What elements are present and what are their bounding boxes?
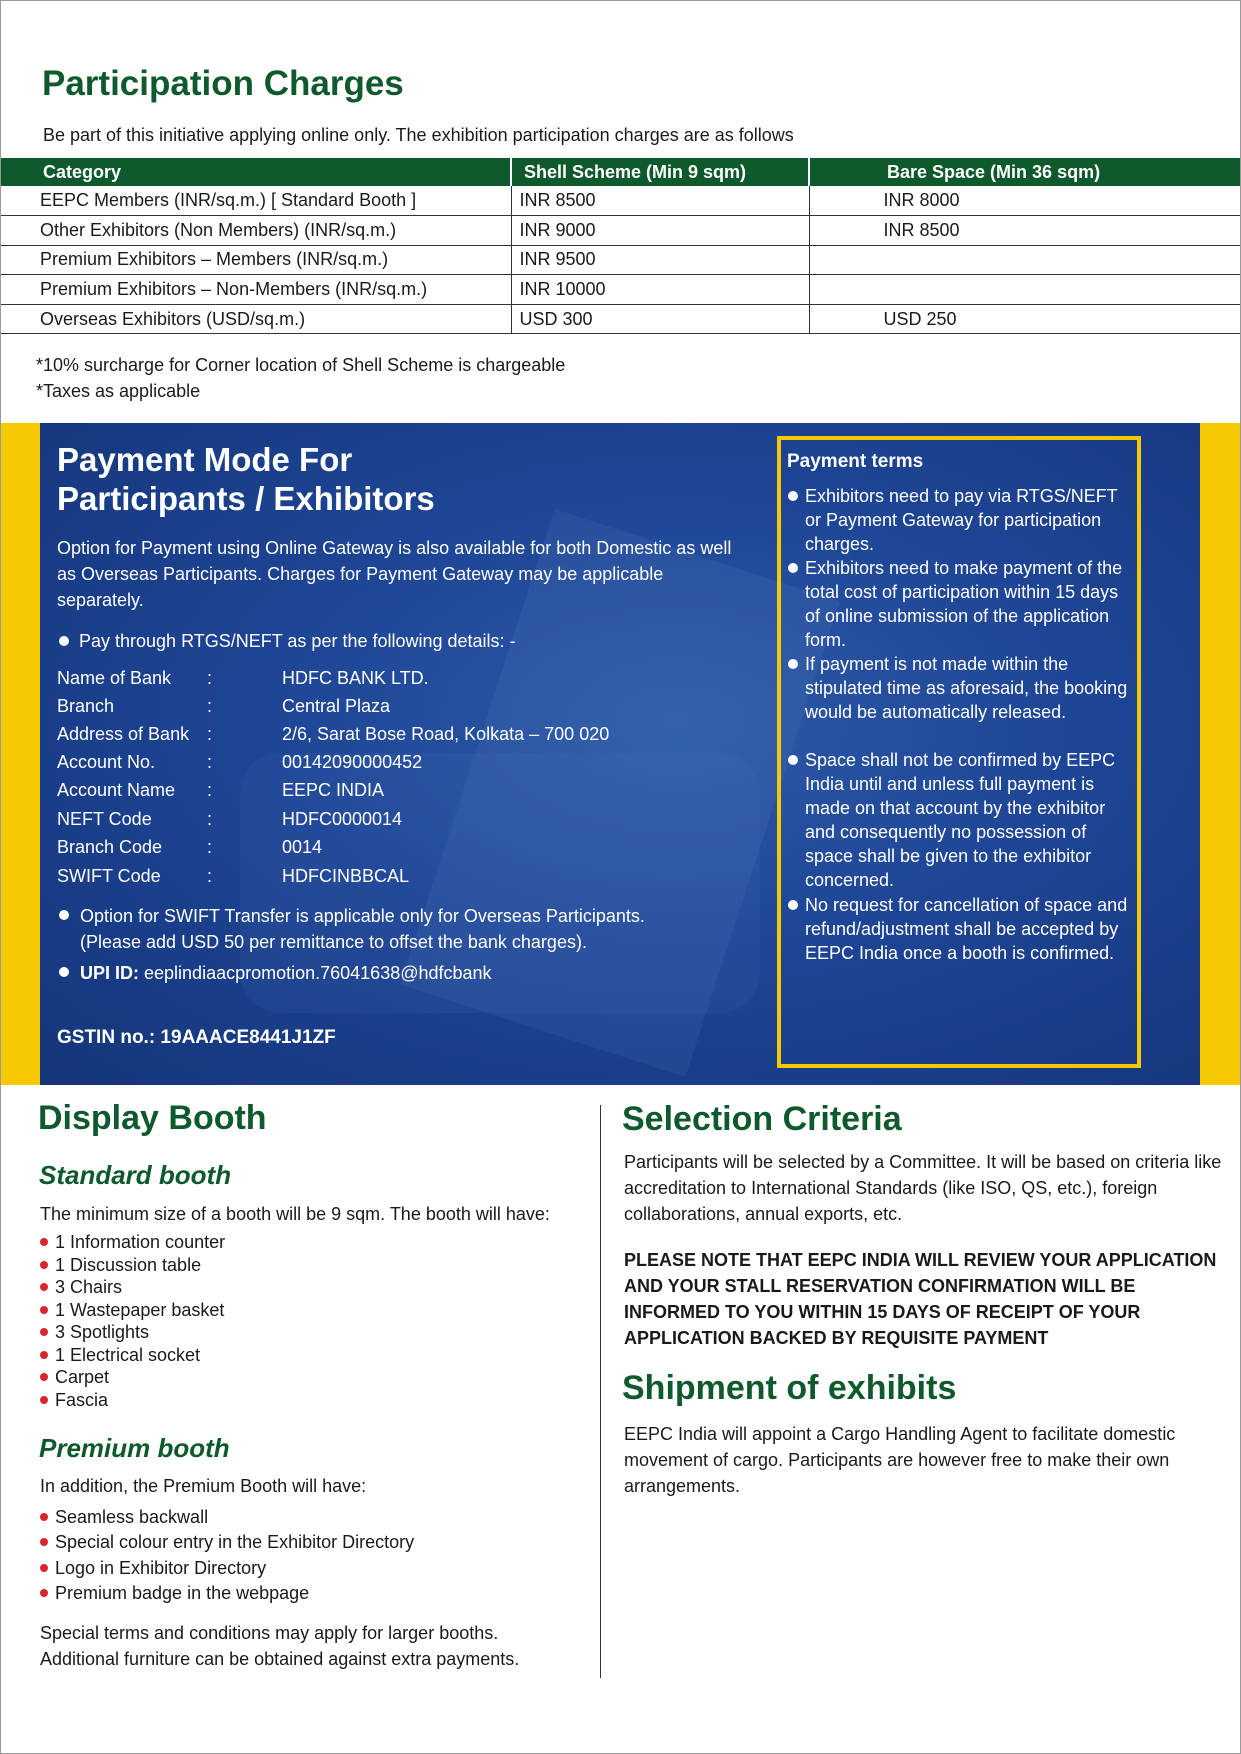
charges-notes (36, 352, 565, 404)
column-divider (600, 1105, 601, 1678)
bullet-icon (40, 1564, 48, 1572)
note-taxes: *Taxes as applicable (36, 381, 201, 401)
bank-value: HDFC BANK LTD. (282, 668, 429, 688)
bank-colon: : (207, 696, 213, 716)
list-item: 3 Spotlights (55, 1322, 149, 1343)
note-surcharge: *10% surcharge for Corner location of Shell Scheme is chargeable (36, 355, 566, 375)
header-category: Category (0, 158, 511, 186)
bank-value: HDFCINBBCAL (282, 866, 410, 886)
bank-colon: : (207, 809, 213, 829)
charges-header-row (0, 158, 1241, 186)
bullet-icon (40, 1373, 48, 1381)
bullet-icon (40, 1306, 48, 1314)
bullet-icon (40, 1538, 48, 1546)
bank-colon: : (207, 780, 213, 800)
list-item: 1 Information counter (55, 1232, 225, 1253)
bullet-icon (59, 636, 69, 646)
bullet-icon (788, 563, 798, 573)
row-shell-price: INR 9000 (511, 216, 809, 246)
bullet-icon (40, 1396, 48, 1404)
bullet-icon (788, 900, 798, 910)
bank-value: Central Plaza (282, 696, 391, 716)
payment-intro: Option for Payment using Online Gateway is also available for both Domestic as well as Overseas Participants. Charges for Payment Gateway may be applicable separately. (57, 538, 732, 610)
payment-terms-title: Payment terms (787, 451, 924, 472)
row-category: Premium Exhibitors – Members (INR/sq.m.) (0, 245, 511, 275)
booth-footer-line: Special terms and conditions may apply for larger booths. (40, 1623, 499, 1643)
table-row (0, 186, 1241, 216)
bank-label: Branch (57, 696, 115, 716)
bank-colon: : (207, 752, 213, 772)
table-row (0, 245, 1241, 275)
bullet-icon (788, 659, 798, 669)
list-item: Logo in Exhibitor Directory (55, 1558, 266, 1579)
row-shell-price: USD 300 (511, 304, 809, 334)
bullet-icon (40, 1238, 48, 1246)
payment-title-line: Payment Mode For (57, 441, 353, 478)
participation-intro: Be part of this initiative applying online only. The exhibition participation charges are as follows (43, 125, 794, 145)
upi-label: UPI ID: (80, 963, 140, 983)
bank-colon: : (207, 837, 213, 857)
bank-value: EEPC INDIA (282, 780, 385, 800)
bank-label: Name of Bank (57, 668, 172, 688)
selection-criteria-title: Selection Criteria (622, 1100, 902, 1138)
payment-term (805, 748, 1135, 892)
list-item: 1 Discussion table (55, 1255, 201, 1276)
list-item: 3 Chairs (55, 1277, 122, 1298)
table-row (0, 275, 1241, 305)
payment-term-text: Exhibitors need to make payment of the total cost of participation within 15 days of online submission of the application form. (805, 558, 1123, 650)
premium-booth-intro: In addition, the Premium Booth will have: (40, 1476, 367, 1496)
swift-line: Option for SWIFT Transfer is applicable only for Overseas Participants. (80, 906, 645, 926)
shipment-text: EEPC India will appoint a Cargo Handling Agent to facilitate domestic movement of cargo. Participants are however free to make their own arrangements. (624, 1424, 1176, 1496)
bullet-icon (59, 967, 69, 977)
bullet-icon (40, 1328, 48, 1336)
bullet-icon (40, 1283, 48, 1291)
bank-label: Account No. (57, 752, 156, 772)
list-item: Fascia (55, 1390, 108, 1411)
bank-label: NEFT Code (57, 809, 152, 829)
header-shell-scheme: Shell Scheme (Min 9 sqm) (511, 158, 809, 186)
bullet-icon (59, 910, 69, 920)
row-bare-price (809, 245, 1241, 275)
bullet-icon (40, 1513, 48, 1521)
row-shell-price: INR 8500 (511, 186, 809, 216)
row-category: EEPC Members (INR/sq.m.) [ Standard Booth ] (0, 186, 511, 216)
bank-value: HDFC0000014 (282, 809, 403, 829)
swift-bullet (80, 903, 645, 955)
bank-label: Branch Code (57, 837, 163, 857)
table-row (0, 304, 1241, 334)
row-shell-price: INR 9500 (511, 245, 809, 275)
header-bare-space: Bare Space (Min 36 sqm) (809, 158, 1241, 186)
payment-title (57, 440, 435, 518)
standard-booth-title: Standard booth (39, 1160, 232, 1190)
list-item: 1 Wastepaper basket (55, 1300, 224, 1321)
booth-footer-line: Additional furniture can be obtained against extra payments. (40, 1649, 520, 1669)
payment-term-text: If payment is not made within the stipulated time as aforesaid, the booking would be automatically released. (805, 654, 1128, 722)
row-bare-price (809, 275, 1241, 305)
bank-value: 00142090000452 (282, 752, 423, 772)
shipment-title: Shipment of exhibits (622, 1369, 957, 1407)
payment-term (805, 556, 1135, 652)
swift-line: (Please add USD 50 per remittance to offset the bank charges). (80, 932, 587, 952)
list-item: Seamless backwall (55, 1507, 208, 1528)
payment-term (805, 652, 1135, 724)
payment-term (805, 484, 1135, 556)
bullet-icon (788, 491, 798, 501)
premium-booth-title: Premium booth (39, 1433, 230, 1463)
payment-term-text: Exhibitors need to pay via RTGS/NEFT or Payment Gateway for participation charges. (805, 486, 1118, 554)
payment-title-line: Participants / Exhibitors (57, 480, 435, 517)
selection-criteria-text: Participants will be selected by a Committee. It will be based on criteria like accreditation to International Standards (like ISO, QS, etc.), foreign collaborations, annual exports, etc. (624, 1152, 1222, 1224)
selection-note: PLEASE NOTE THAT EEPC INDIA WILL REVIEW YOUR APPLICATION AND YOUR STALL RESERVATION CONFIRMATION WILL BE INFORMED TO YOU WITHIN 15 DAYS OF RECEIPT OF YOUR APPLICATION BACKED BY REQUISITE PAYMENT (624, 1250, 1217, 1348)
bank-value: 0014 (282, 837, 323, 857)
payment-term (805, 893, 1135, 965)
bank-colon: : (207, 866, 213, 886)
bullet-icon (788, 755, 798, 765)
bullet-icon (40, 1351, 48, 1359)
row-shell-price: INR 10000 (511, 275, 809, 305)
list-item: Carpet (55, 1367, 109, 1388)
bank-colon: : (207, 724, 213, 744)
display-booth-title: Display Booth (38, 1099, 267, 1137)
list-item: Special colour entry in the Exhibitor Directory (55, 1532, 414, 1553)
upi-value: eeplindiaacpromotion.76041638@hdfcbank (139, 963, 492, 983)
bank-label: Address of Bank (57, 724, 190, 744)
bullet-icon (40, 1589, 48, 1597)
row-category: Overseas Exhibitors (USD/sq.m.) (0, 304, 511, 334)
list-item: Premium badge in the webpage (55, 1583, 309, 1604)
booth-footer (40, 1620, 519, 1672)
bullet-icon (40, 1261, 48, 1269)
row-category: Premium Exhibitors – Non-Members (INR/sq.m.) (0, 275, 511, 305)
bank-label: SWIFT Code (57, 866, 161, 886)
row-category: Other Exhibitors (Non Members) (INR/sq.m.) (0, 216, 511, 246)
charges-table (0, 158, 1241, 334)
participation-title: Participation Charges (42, 64, 404, 103)
row-bare-price: INR 8000 (809, 186, 1241, 216)
rtgs-bullet-text: Pay through RTGS/NEFT as per the following details: - (79, 631, 516, 651)
upi-bullet (80, 960, 492, 986)
bank-value: 2/6, Sarat Bose Road, Kolkata – 700 020 (282, 724, 610, 744)
gstin: GSTIN no.: 19AAACE8441J1ZF (57, 1027, 336, 1048)
payment-term-text: Space shall not be confirmed by EEPC India until and unless full payment is made on that account by the exhibitor and consequently no possession of space shall be given to the exhibitor concerned. (805, 750, 1116, 890)
list-item: 1 Electrical socket (55, 1345, 200, 1366)
table-row (0, 216, 1241, 246)
bank-label: Account Name (57, 780, 176, 800)
row-bare-price: INR 8500 (809, 216, 1241, 246)
bank-colon: : (207, 668, 213, 688)
rtgs-bullet (79, 628, 516, 654)
payment-term-text: No request for cancellation of space and refund/adjustment shall be accepted by EEPC India once a booth is confirmed. (805, 895, 1128, 963)
row-bare-price: USD 250 (809, 304, 1241, 334)
standard-booth-intro: The minimum size of a booth will be 9 sqm. The booth will have: (40, 1204, 550, 1224)
